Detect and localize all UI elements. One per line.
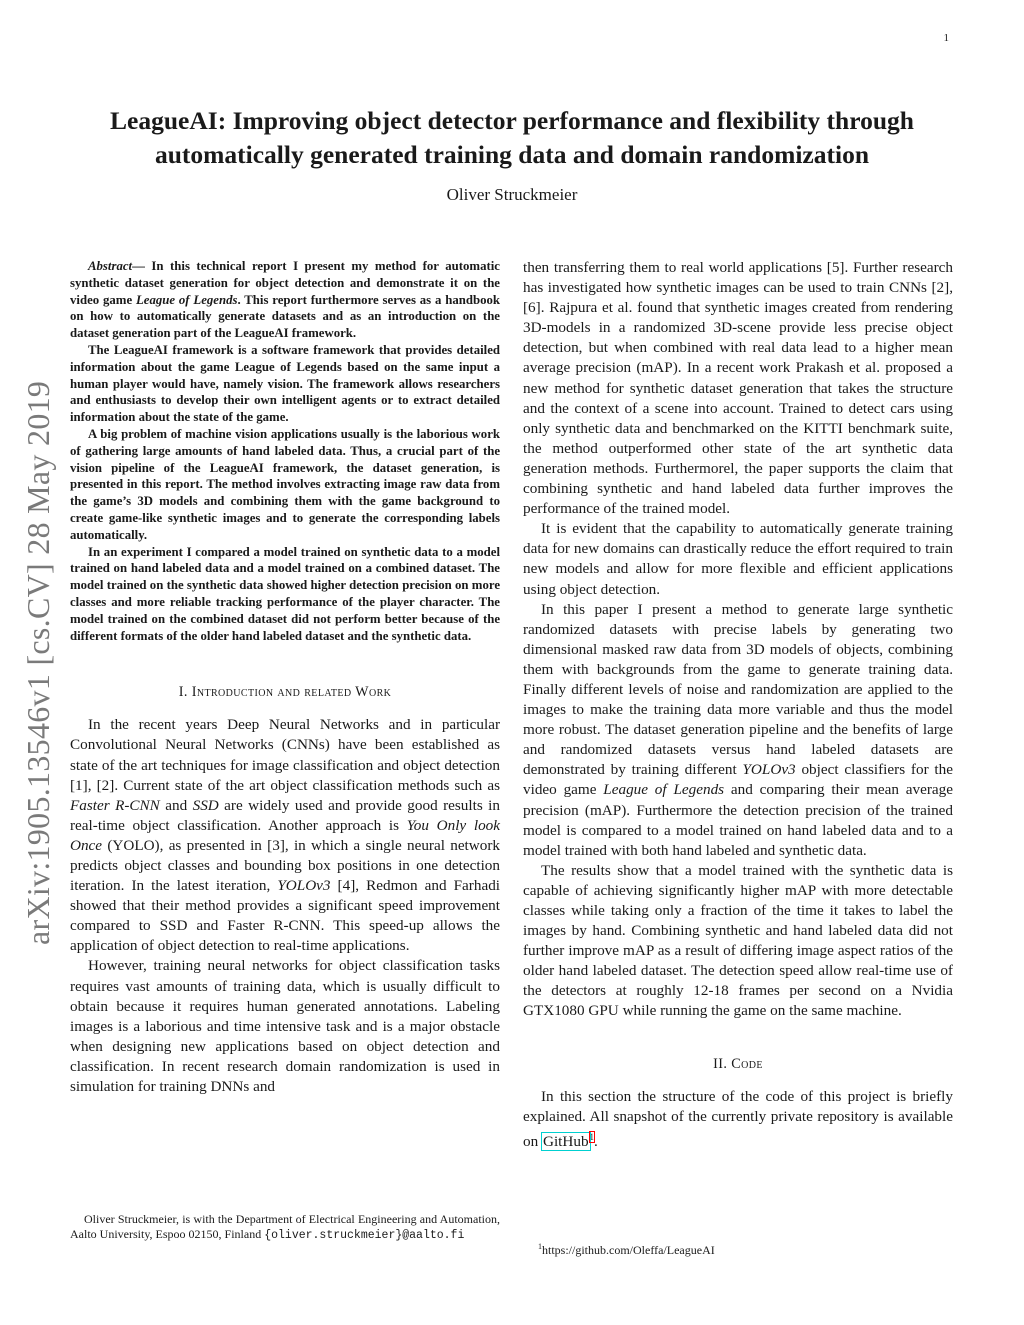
section-heading-code bbox=[523, 1056, 953, 1073]
section-heading-text: II. Code bbox=[713, 1055, 763, 1072]
body-text: In the recent years Deep Neural Networks and in particular Convolutional Neural Networks (CNNs) have been established as state of the art techniques for image classification and object detection [1], [2]. Current state of the art object classification methods such as bbox=[70, 716, 500, 794]
abstract bbox=[70, 258, 500, 644]
section-heading-text: I. Introduction and related Work bbox=[178, 684, 392, 701]
paper-author: Oliver Struckmeier bbox=[446, 185, 578, 204]
abstract-paragraph bbox=[70, 258, 500, 342]
footnote-url[interactable]: https://github.com/Oleffa/LeagueAI bbox=[542, 1243, 715, 1257]
affiliation-text: Oliver Struckmeier, is with the Department of Electrical Engineering and Automation, Aalto University, Espoo 02150, Finland bbox=[70, 1212, 500, 1242]
arxiv-stamp bbox=[12, 345, 62, 945]
paper-title: LeagueAI: Improving object detector performance and flexibility through automatically generated training data and domain randomization bbox=[110, 106, 914, 169]
body-text: (YOLO), as presented in [3], in which a single neural network predicts object classes and bounding box positions in one detection iteration. In the latest iteration, bbox=[70, 836, 500, 895]
arxiv-stamp-text: arXiv:1905.13546v1 [cs.CV] 28 May 2019 bbox=[20, 380, 56, 945]
footnote-marker-link[interactable]: 1 bbox=[589, 1131, 595, 1142]
body-text: In this paper I present a method to generate large synthetic randomized datasets with precise labels by generating two dimensional masked raw data from 3D models of objects, combining them with backgrounds from the game to generate training data. Finally different levels of noise and randomization are applied to the images to make the training data more variable and thus the model more robust. The dataset generation pipeline and the benefits of large and randomized datasets versus hand labeled datasets are demonstrated by training different bbox=[523, 600, 953, 779]
author-affiliation bbox=[70, 1212, 500, 1244]
body-text: In this section the structure of the code of this project is briefly explained. All snapshot of the currently private repository is available on bbox=[523, 1087, 953, 1150]
body-text: [4], Redmon and Farhadi showed that their method provides a significant speed improvement compared to SSD and Faster R-CNN. This speed-up allows the application of object detection to real-time applications. bbox=[70, 877, 501, 955]
body-paragraph: The results show that a model trained with the synthetic data is capable of achieving significantly higher mAP with more detectable classes while taking only a fraction of the time it takes to label the images by hand. Combining synthetic and hand labeled data did not further improve mAP as a result of differing image aspect ratios of the older hand labeled dataset. The detection speed allow real-time use of the detectors at roughly 12-18 frames per second on a Nvidia GTX1080 GPU while running the game on the same machine. bbox=[523, 861, 953, 1020]
method-name: SSD bbox=[192, 796, 219, 814]
code-body bbox=[523, 1087, 953, 1152]
body-text: object classifiers for the video game bbox=[523, 761, 953, 799]
introduction-body-continued bbox=[523, 258, 953, 1022]
method-name: YOLOv3 bbox=[277, 877, 331, 895]
footnote-number: 1 bbox=[538, 1242, 542, 1251]
right-column bbox=[523, 258, 953, 1152]
body-text: and bbox=[159, 796, 193, 814]
game-name: League of Legends bbox=[603, 781, 725, 799]
left-column bbox=[70, 258, 500, 1097]
abstract-dash: — bbox=[132, 259, 152, 273]
body-paragraph bbox=[523, 600, 953, 861]
abstract-label: Abstract bbox=[88, 259, 133, 273]
url-footnote bbox=[538, 1242, 715, 1258]
body-text: . bbox=[594, 1132, 598, 1150]
method-name: You Only look Once bbox=[70, 816, 500, 854]
body-paragraph: However, training neural networks for object classification tasks requires vast amounts of training data, which is usually difficult to obtain because it requires human generated annotations. Labeling images is a laborious and time intensive task and is a major obstacle when designing new applications based on object detection and classification. In recent research domain randomization is used in simulation for training DNNs and bbox=[70, 957, 500, 1096]
body-paragraph bbox=[70, 715, 500, 956]
github-link[interactable]: GitHub bbox=[542, 1132, 589, 1150]
abstract-text: . This report furthermore serves as a handbook on how to automatically generate datasets and as an introduction on the dataset generation part of the LeagueAI framework. bbox=[70, 292, 500, 341]
author-email: {oliver.struckmeier}@aalto.fi bbox=[264, 1229, 465, 1243]
body-text: are widely used and provide good results in real-time object classification. Another approach is bbox=[70, 796, 500, 834]
body-paragraph: then transferring them to real world applications [5]. Further research has investigated how synthetic images can be used to train CNNs [2], [6]. Rajpura et al. found that synthetic images created from rendering 3D-models in a randomized 3D-scene provide less precise object detection, but when combined with real data lead to a higher mean average precision (mAP). In a recent work Prakash et al. proposed a new method for synthetic dataset generation that takes the structure and the context of a scene into account. Trained to detect cars using only synthetic data and benchmarked on the KITTI benchmark suite, the method outperformed other state of the art synthetic data generation methods. Furthermorel, the paper supports the claim that combining synthetic and hand labeled data further improves the performance of the trained model. bbox=[523, 259, 953, 518]
method-name: Faster R-CNN bbox=[70, 796, 160, 814]
abstract-paragraph: In an experiment I compared a model trained on synthetic data to a model trained on hand labeled data and a model trained on a combined dataset. The model trained on the synthetic data showed higher detection precision on more classes and more reliable tracking performance of the player character. The model trained on the combined dataset did not perform better because of the different formats of the older hand labeled dataset and the synthetic data. bbox=[70, 544, 500, 643]
body-text: and comparing their mean average precision (mAP). Furthermore the detection precision of the trained model is compared to a model trained on hand labeled data and to a model trained with both hand labeled and synthetic data. bbox=[523, 781, 953, 859]
body-paragraph bbox=[523, 1087, 953, 1152]
game-name: League of Legends bbox=[135, 292, 238, 307]
section-heading-introduction bbox=[70, 684, 500, 701]
method-name: YOLOv3 bbox=[742, 761, 796, 779]
body-paragraph: It is evident that the capability to automatically generate training data for new domains can drastically reduce the effort required to train new models and allow for more flexible and efficient applications using object detection. bbox=[523, 520, 953, 598]
abstract-text: In this technical report I present my method for automatic synthetic dataset generation for object detection and demonstrate it on the video game bbox=[70, 259, 500, 307]
author-footnote bbox=[70, 1212, 500, 1244]
page-number: 1 bbox=[943, 32, 949, 44]
abstract-paragraph: The LeagueAI framework is a software framework that provides detailed information about the game League of Legends based on the same input a human player would have, namely vision. The framework allows researchers and enthusiasts to develop their own intelligent agents or to extract detailed information about the state of the game. bbox=[70, 342, 500, 425]
abstract-paragraph: A big problem of machine vision applications usually is the laborious work of gathering large amounts of hand labeled data. Thus, a crucial part of the vision pipeline of the LeagueAI framework, the dataset generation, is presented in this report. The method involves extracting image raw data from the game’s 3D models and combining them with the game background to create game-like synthetic images and to generate the corresponding labels automatically. bbox=[70, 426, 500, 542]
introduction-body bbox=[70, 715, 500, 1097]
